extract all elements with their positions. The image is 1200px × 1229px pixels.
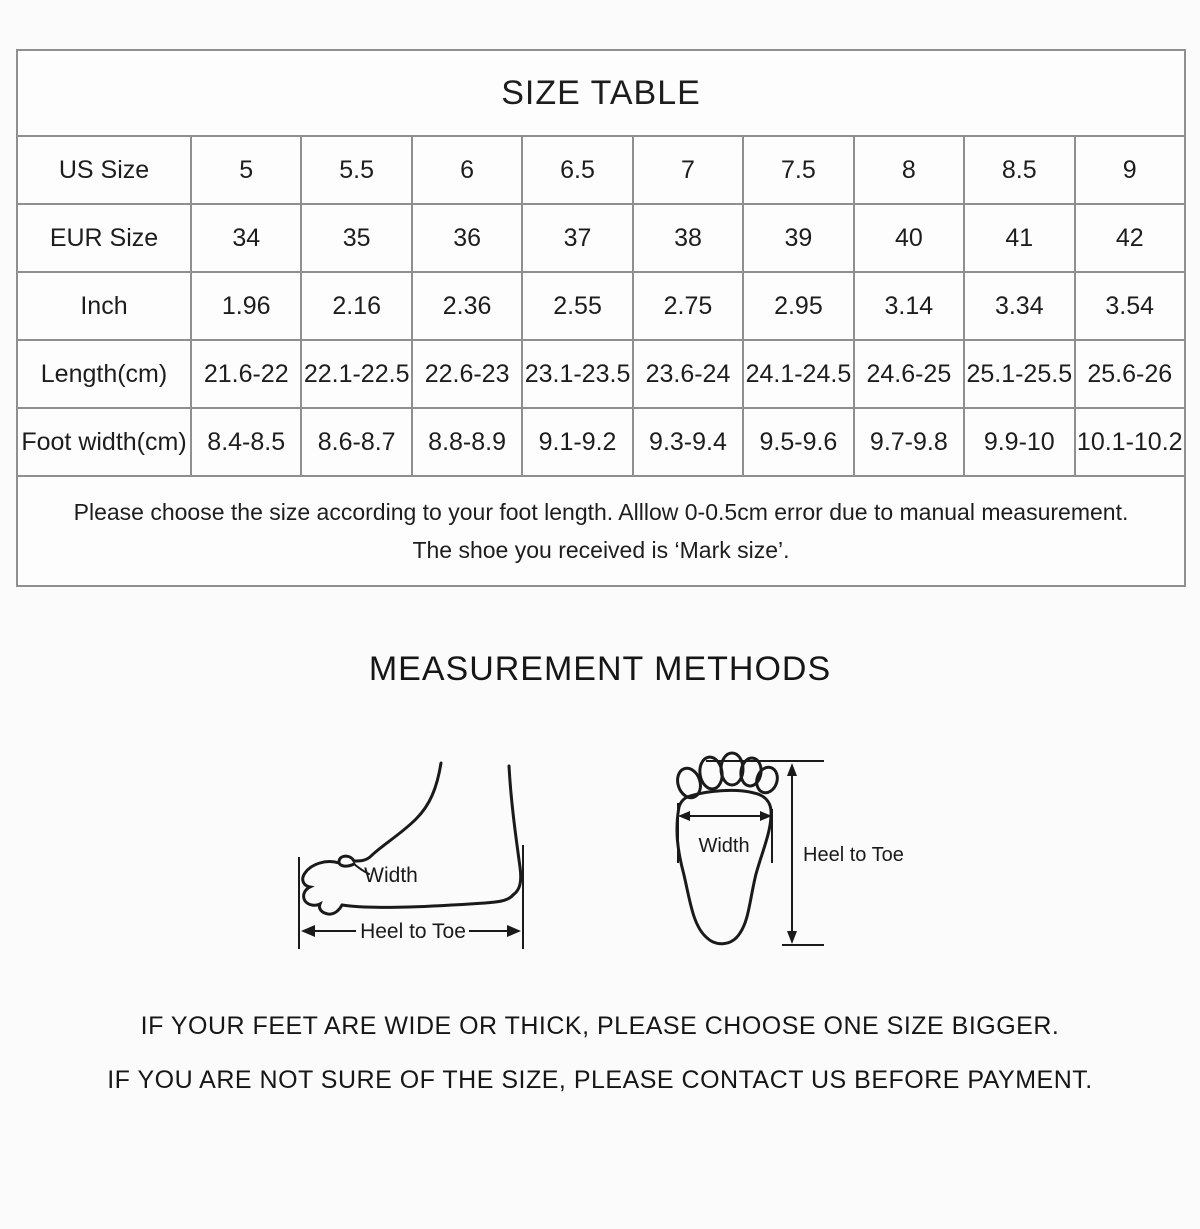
bottom-heel-to-toe-label: Heel to Toe [803,844,904,866]
size-cell: 22.1-22.5 [301,340,411,408]
foot-side-view-drawing [270,733,600,973]
size-cell: 24.6-25 [854,340,964,408]
size-table-title-row [17,50,1185,136]
size-table [16,49,1186,587]
size-cell: 8.4-8.5 [191,408,301,476]
size-cell: 25.6-26 [1075,340,1186,408]
measurement-methods-title: MEASUREMENT METHODS [368,650,832,688]
size-cell: 22.6-23 [412,340,522,408]
footer-note-wide-feet: IF YOUR FEET ARE WIDE OR THICK, PLEASE CHOOSE ONE SIZE BIGGER. [140,1012,1060,1040]
side-width-label: Width [364,864,418,887]
size-cell: 7 [633,136,743,204]
size-cell: 1.96 [191,272,301,340]
size-cell: 8 [854,136,964,204]
table-row-eur-size [17,204,1185,272]
foot-side-view-diagram [270,733,600,978]
size-cell: 23.1-23.5 [522,340,632,408]
size-note [17,476,1185,586]
size-cell: 2.55 [522,272,632,340]
size-cell: 23.6-24 [633,340,743,408]
size-table-title: SIZE TABLE [17,50,1185,136]
size-note-line-1: Please choose the size according to your foot length. Alllow 0-0.5cm error due to manual measurement. [73,499,1129,525]
table-row-foot-width-cm [17,408,1185,476]
row-header-inch: Inch [17,272,191,340]
size-cell: 34 [191,204,301,272]
size-cell: 8.5 [964,136,1074,204]
row-header-foot-width-cm: Foot width(cm) [17,408,191,476]
size-cell: 25.1-25.5 [964,340,1074,408]
size-cell: 42 [1075,204,1186,272]
size-cell: 10.1-10.2 [1075,408,1186,476]
size-cell: 9.7-9.8 [854,408,964,476]
size-cell: 36 [412,204,522,272]
size-note-line-2: The shoe you received is ‘Mark size’. [412,537,790,563]
size-cell: 2.36 [412,272,522,340]
table-row-inch [17,272,1185,340]
foot-bottom-view-diagram [632,733,932,978]
size-cell: 24.1-24.5 [743,340,853,408]
table-row-us-size [17,136,1185,204]
size-note-row [17,476,1185,586]
bottom-width-label: Width [698,835,750,857]
size-cell: 8.8-8.9 [412,408,522,476]
size-cell: 9.3-9.4 [633,408,743,476]
size-cell: 2.95 [743,272,853,340]
size-cell: 5.5 [301,136,411,204]
size-cell: 2.16 [301,272,411,340]
size-cell: 21.6-22 [191,340,301,408]
side-heel-to-toe-label: Heel to Toe [360,920,466,943]
size-cell: 40 [854,204,964,272]
size-cell: 7.5 [743,136,853,204]
size-cell: 39 [743,204,853,272]
size-cell: 35 [301,204,411,272]
size-cell: 41 [964,204,1074,272]
row-header-eur-size: EUR Size [17,204,191,272]
size-cell: 9.1-9.2 [522,408,632,476]
size-cell: 6.5 [522,136,632,204]
size-cell: 6 [412,136,522,204]
size-cell: 3.14 [854,272,964,340]
size-cell: 8.6-8.7 [301,408,411,476]
size-cell: 9 [1075,136,1186,204]
footer-note-contact-us: IF YOU ARE NOT SURE OF THE SIZE, PLEASE CONTACT US BEFORE PAYMENT. [107,1066,1093,1094]
size-cell: 38 [633,204,743,272]
size-cell: 5 [191,136,301,204]
size-cell: 3.34 [964,272,1074,340]
size-cell: 9.5-9.6 [743,408,853,476]
size-cell: 2.75 [633,272,743,340]
size-cell: 9.9-10 [964,408,1074,476]
table-row-length-cm [17,340,1185,408]
foot-bottom-view-drawing [632,733,932,973]
size-cell: 37 [522,204,632,272]
size-cell: 3.54 [1075,272,1186,340]
row-header-length-cm: Length(cm) [17,340,191,408]
row-header-us-size: US Size [17,136,191,204]
